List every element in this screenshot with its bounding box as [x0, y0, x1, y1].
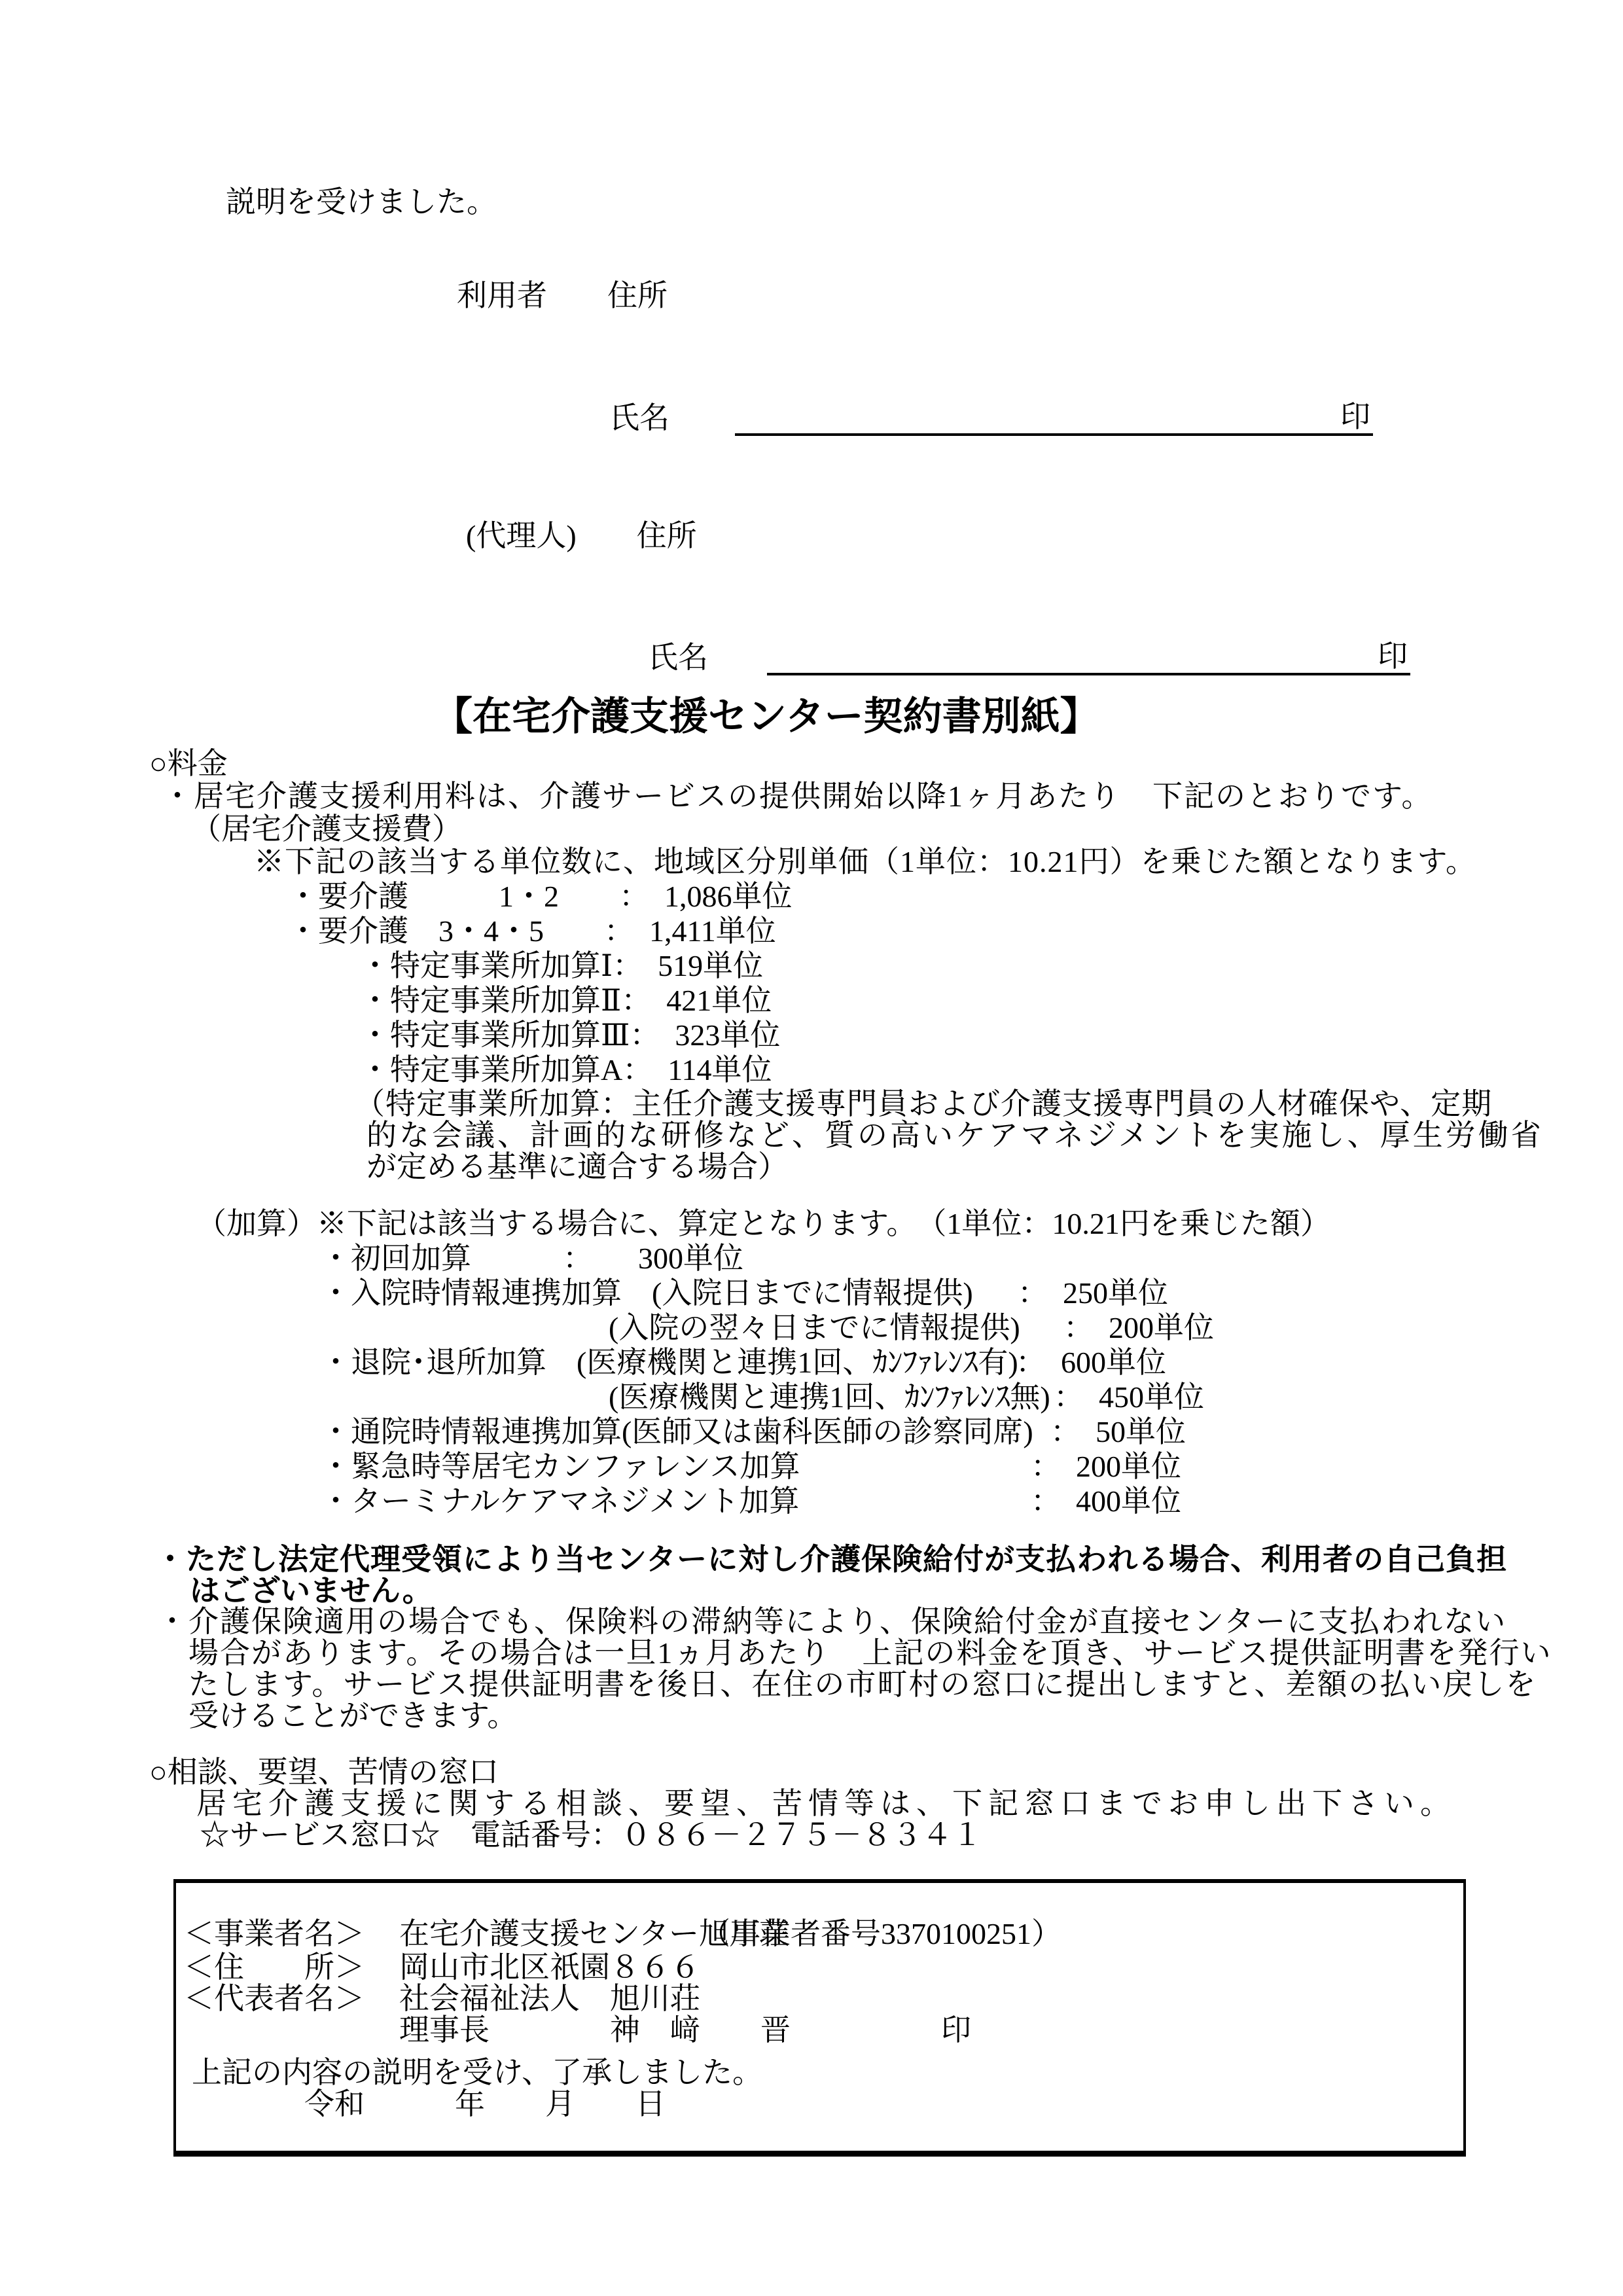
fees-unit-note: ※下記の該当する単位数に、地域区分別単価（1単位：10.21円）を乗じた額となります。: [254, 845, 1476, 878]
addon-label: ・ターミナルケアマネジメント加算: [321, 1484, 800, 1518]
addon-value: ： 600単位: [1016, 1346, 1166, 1379]
addon-row: [0, 1414, 1623, 1450]
addon-label: (入院の翌々日までに情報提供): [609, 1311, 1020, 1344]
addon-value: ： 300単位: [563, 1242, 743, 1275]
user-address-row: 利用者 住所: [457, 279, 668, 312]
addon-label: (医療機関と連携1回、ｶﾝﾌｧﾚﾝｽ無): [609, 1380, 1050, 1414]
addon-value: ： 250単位: [1018, 1276, 1168, 1310]
agent-address-row: (代理人) 住所: [466, 519, 697, 552]
addon-value: ： 400単位: [1031, 1484, 1181, 1518]
addon-row: [0, 1345, 1623, 1380]
addon-row: [0, 1484, 1623, 1519]
addon-row: [0, 1449, 1623, 1484]
addon-row: [0, 1380, 1623, 1415]
provider-row-label: ＜事業者名＞: [184, 1917, 365, 1950]
addon-label: ・通院時情報連携加算(医師又は歯科医師の診察同席): [321, 1415, 1033, 1448]
addon-row: [0, 1276, 1623, 1311]
bold-note-line: ・ただし法定代理受領により当センターに対し介護保険給付が支払われる場合、利用者の自己負担: [155, 1542, 1508, 1576]
name-label-agent: 氏名: [648, 641, 708, 674]
tokutei-note-line: が定める基準に適合する場合）: [366, 1150, 788, 1183]
provider-row-value: 社会福祉法人 旭川荘: [399, 1982, 700, 2015]
seal-mark-user: 印: [1340, 400, 1370, 433]
insurance-note-line: 受けることができます。: [188, 1699, 518, 1732]
contact-heading: ○相談、要望、苦情の窓口: [149, 1755, 499, 1789]
addon-value: ： 450単位: [1054, 1380, 1204, 1414]
addon-row: [0, 1310, 1623, 1346]
ack-line: 説明を受けました。: [226, 185, 497, 219]
fee-item: ・要介護 1・2 ： 1,086単位: [288, 880, 793, 913]
name-label-user: 氏名: [609, 401, 669, 435]
signature-underline-agent: [767, 673, 1410, 675]
provider-row-label: ＜代表者名＞: [184, 1982, 365, 2015]
fee-item: ・特定事業所加算Ⅰ： 519単位: [360, 949, 764, 982]
fee-item: ・特定事業所加算A： 114単位: [360, 1053, 772, 1086]
fees-subheading: （居宅介護支援費）: [191, 812, 462, 846]
provider-row: [0, 1916, 1623, 1952]
fees-intro: ・居宅介護支援利用料は、介護サービスの提供開始以降1ヶ月あたり 下記のとおりです。: [162, 780, 1433, 813]
date-line: 令和 年 月 日: [304, 2087, 666, 2121]
bold-note-line: はございません。: [190, 1573, 433, 1607]
contact-line: 居宅介護支援に関する相談、要望、苦情等は、下記窓口までお申し出下さい。: [196, 1787, 1456, 1820]
provider-number: （事業者番号3370100251）: [700, 1917, 1061, 1950]
provider-row: [0, 1950, 1623, 1985]
tokutei-note-line: （特定事業所加算：主任介護支援専門員および介護支援専門員の人材確保や、定期: [355, 1087, 1493, 1121]
fee-item: ・特定事業所加算Ⅲ： 323単位: [360, 1018, 781, 1052]
insurance-note-line: 場合があります。その場合は一旦1ヵ月あたり 上記の料金を頂き、サービス提供証明書を発行い: [188, 1636, 1552, 1670]
addons-heading: （加算）※下記は該当する場合に、算定となります。 （1単位：10.21円を乗じた額）: [196, 1207, 1330, 1240]
insurance-note-line: ・介護保険適用の場合でも、保険料の滞納等により、保険給付金が直接センターに支払われない: [157, 1605, 1507, 1638]
page-title: 【在宅介護支援センター契約書別紙】: [433, 694, 1099, 738]
addon-label: ・初回加算: [321, 1242, 471, 1275]
provider-row: [0, 1981, 1623, 2017]
insurance-note-line: たします。サービス提供証明書を後日、在住の市町村の窓口に提出しますと、差額の払い戻しを: [188, 1668, 1537, 1701]
addon-label: ・緊急時等居宅カンファレンス加算: [321, 1450, 800, 1483]
signature-underline-user: [735, 433, 1373, 436]
addon-value: ： 200単位: [1031, 1450, 1181, 1483]
acknowledgement-line: 上記の内容の説明を受け、了承しました。: [192, 2056, 763, 2089]
addon-label: ・退院･退所加算 (医療機関と連携1回、ｶﾝﾌｧﾚﾝｽ有): [321, 1346, 1018, 1379]
provider-row-value: 岡山市北区祇園８６６: [399, 1950, 700, 1984]
service-window-line: ☆サービス窓口☆ 電話番号：０８６－２７５－８３４１: [200, 1818, 982, 1852]
fees-heading: ○料金: [149, 747, 228, 780]
seal-mark-agent: 印: [1378, 639, 1408, 673]
fee-item: ・特定事業所加算Ⅱ： 421単位: [360, 984, 772, 1017]
addon-value: ： 50単位: [1050, 1415, 1186, 1448]
addon-row: [0, 1241, 1623, 1276]
addon-value: ： 200単位: [1063, 1311, 1214, 1344]
addon-label: ・入院時情報連携加算 (入院日までに情報提供): [321, 1276, 973, 1310]
provider-row-label: ＜住 所＞: [184, 1950, 365, 1984]
tokutei-note-line: 的な会議、計画的な研修など、質の高いケアマネジメントを実施し、厚生労働省: [366, 1119, 1544, 1152]
representative-row: 理事長 神 﨑 晋 印: [399, 2013, 971, 2047]
provider-row-value: 在宅介護支援センター旭川荘: [399, 1917, 790, 1950]
fee-item: ・要介護 3・4・5 ： 1,411単位: [288, 914, 776, 948]
